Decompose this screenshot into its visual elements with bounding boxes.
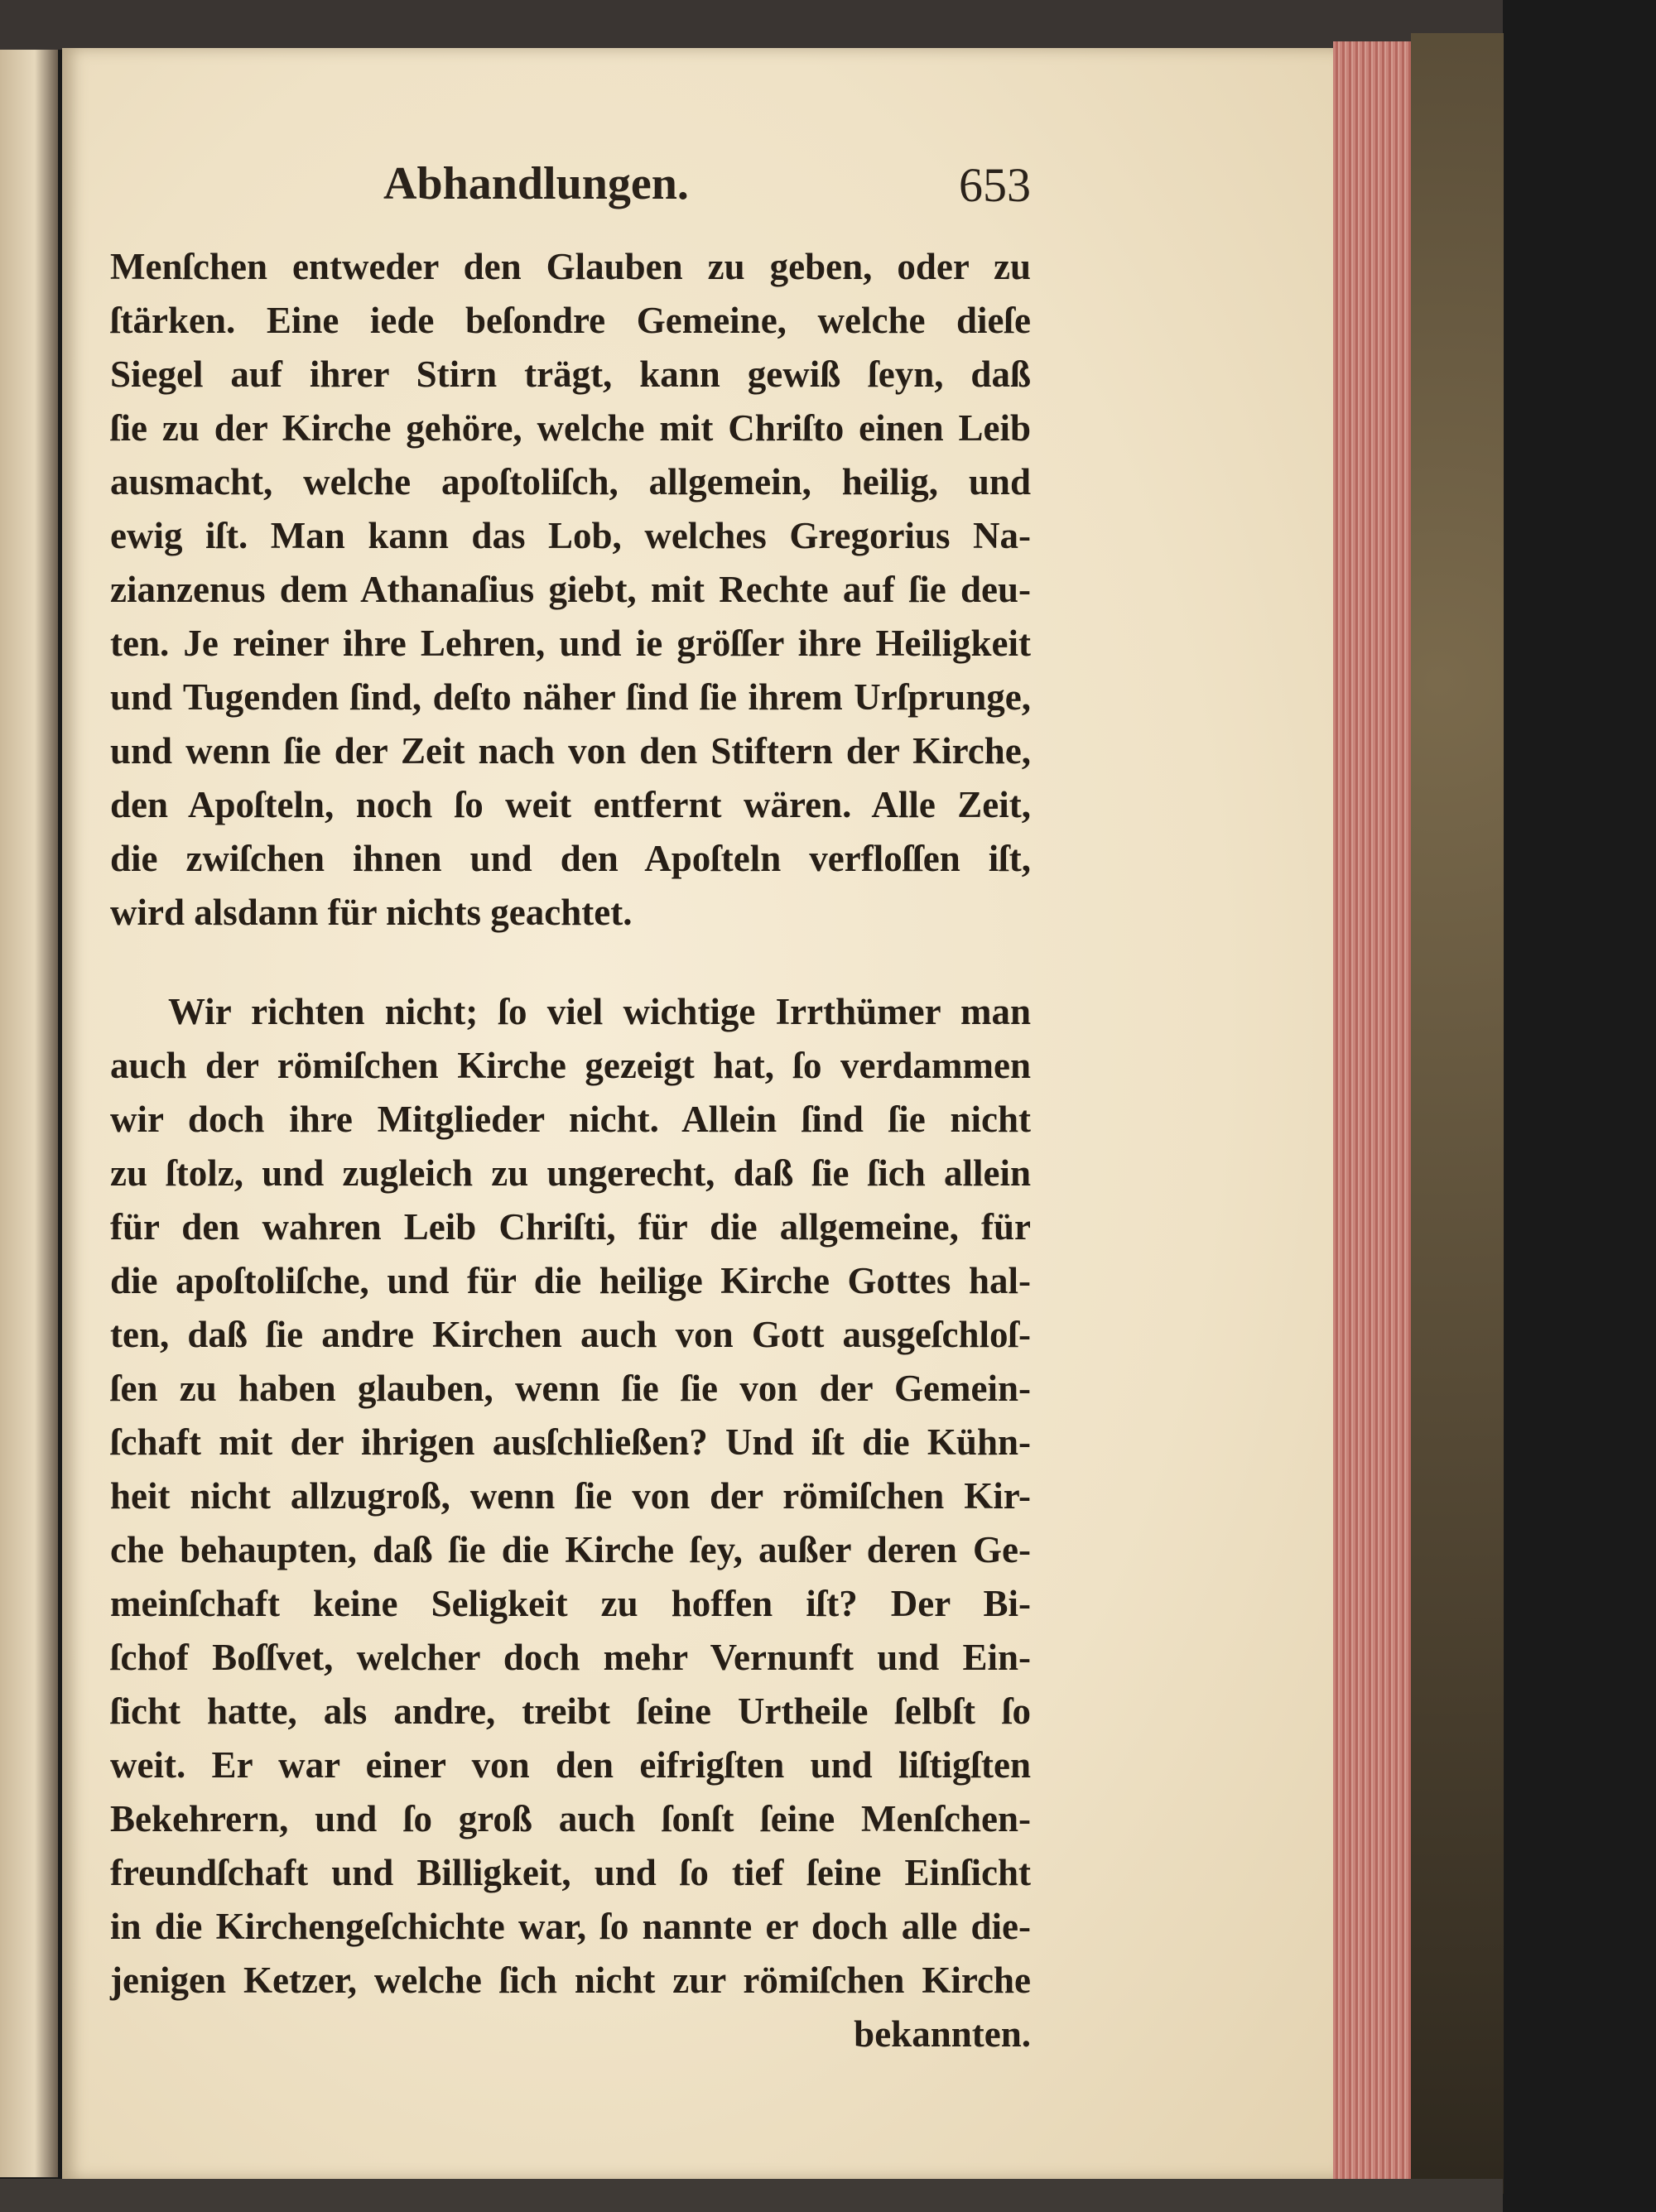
scan-background-bottom (0, 2179, 1503, 2212)
text-line: ſen zu haben glauben, wenn ſie ſie von der Gemein- (110, 1368, 1031, 1409)
text-line: Bekehrern, und ſo groß auch ſonſt ſeine Menſchen- (110, 1798, 1031, 1839)
text-line: zianzenus dem Athanaſius giebt, mit Rechte auf ſie deu- (110, 569, 1031, 610)
text-line: wir doch ihre Mitglieder nicht. Allein ſind ſie nicht (110, 1099, 1031, 1140)
text-line: ausmacht, welche apoſtoliſch, allgemein, heilig, und (110, 461, 1031, 503)
text-line: auch der römiſchen Kirche gezeigt hat, ſo verdammen (110, 1045, 1031, 1086)
text-line: weit. Er war einer von den eifrigſten und liſtigſten (110, 1744, 1031, 1786)
running-title: Abhandlungen. (383, 158, 689, 209)
book-cover (1411, 33, 1504, 2194)
text-line: ſicht hatte, als andre, treibt ſeine Urtheile ſelbſt ſo (110, 1690, 1031, 1732)
text-line: und Tugenden ſind, deſto näher ſind ſie ihrem Urſprunge, (110, 676, 1031, 718)
text-line: für den wahren Leib Chriſti, für die allgemeine, für (110, 1206, 1031, 1248)
text-line: che behaupten, daß ſie die Kirche ſey, außer deren Ge- (110, 1529, 1031, 1570)
page-body (110, 240, 1031, 2061)
text-line: ſchof Boſſvet, welcher doch mehr Vernunft und Ein- (110, 1637, 1031, 1678)
page-header (110, 157, 1031, 215)
text-line: jenigen Ketzer, welche ſich nicht zur römiſchen Kirche (110, 1960, 1031, 2001)
text-line: ewig iſt. Man kann das Lob, welches Gregorius Na- (110, 515, 1031, 556)
text-line: Menſchen entweder den Glauben zu geben, oder zu (110, 246, 1031, 287)
text-line: ſchaft mit der ihrigen ausſchließen? Und iſt die Kühn- (110, 1421, 1031, 1463)
text-line: freundſchaft und Billigkeit, und ſo tief ſeine Einſicht (110, 1852, 1031, 1893)
paragraph-1 (110, 240, 1031, 940)
text-line: und wenn ſie der Zeit nach von den Stiftern der Kirche, (110, 730, 1031, 772)
facing-page-edge (0, 50, 58, 2177)
text-line: ten. Je reiner ihre Lehren, und ie gröſſer ihre Heiligkeit (110, 623, 1031, 664)
text-line: zu ſtolz, und zugleich zu ungerecht, daß ſie ſich allein (110, 1152, 1031, 1194)
text-line: wird alsdann für nichts geachtet. (110, 892, 633, 933)
text-line: ſtärken. Eine iede beſondre Gemeine, welche dieſe (110, 300, 1031, 341)
text-line: die apoſtoliſche, und für die heilige Kirche Gottes hal- (110, 1260, 1031, 1301)
paragraph-gap (110, 940, 1031, 985)
text-line: ſie zu der Kirche gehöre, welche mit Chriſto einen Leib (110, 407, 1031, 449)
text-line: ten, daß ſie andre Kirchen auch von Gott ausgeſchloſ- (110, 1314, 1031, 1355)
page-number: 653 (959, 158, 1031, 212)
text-line: die zwiſchen ihnen und den Apoſteln verfloſſen iſt, (110, 838, 1031, 879)
text-line: heit nicht allzugroß, wenn ſie von der römiſchen Kir- (110, 1475, 1031, 1517)
page-edges (1333, 41, 1411, 2186)
text-line: bekannten. (854, 2013, 1031, 2055)
scan-background-top (0, 0, 1503, 50)
text-line: in die Kirchengeſchichte war, ſo nannte er doch alle die- (110, 1906, 1031, 1947)
text-line: den Apoſteln, noch ſo weit entfernt wären. Alle Zeit, (110, 784, 1031, 825)
paragraph-2 (110, 985, 1031, 2061)
text-line: Wir richten nicht; ſo viel wichtige Irrthümer man (168, 991, 1031, 1032)
text-line: Siegel auf ihrer Stirn trägt, kann gewiß ſeyn, daß (110, 353, 1031, 395)
text-line: meinſchaft keine Seligkeit zu hoffen iſt? Der Bi- (110, 1583, 1031, 1624)
